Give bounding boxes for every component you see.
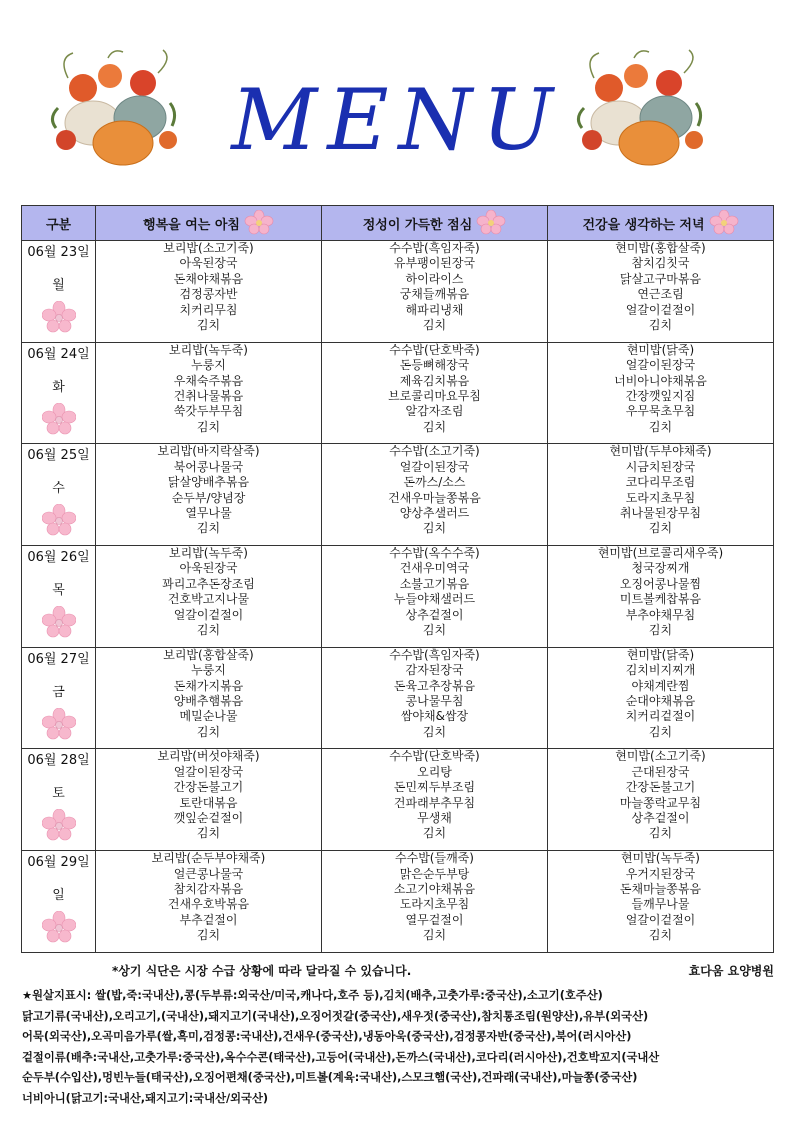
menu-item: 현미밥(두부야채죽) bbox=[609, 444, 712, 459]
menu-item: 간장돈불고기 bbox=[625, 780, 696, 795]
table-row bbox=[22, 444, 774, 546]
menu-item: 해파리냉채 bbox=[405, 302, 464, 317]
menu-item: 깻잎순겉절이 bbox=[173, 811, 244, 826]
menu-item: 보리밥(녹두죽) bbox=[169, 546, 248, 561]
menu-item: 누룽지 bbox=[191, 358, 226, 373]
menu-item: 얼큰콩나물국 bbox=[173, 866, 244, 881]
menu-item: 수수밥(옥수수죽) bbox=[389, 546, 480, 561]
menu-item: 꽈리고추돈장조림 bbox=[162, 576, 255, 591]
menu-item: 현미밥(브로콜리새우죽) bbox=[597, 546, 724, 561]
breakfast-cell bbox=[96, 546, 322, 648]
table-row bbox=[22, 342, 774, 444]
menu-item: 김치 bbox=[648, 318, 673, 333]
table-header-row bbox=[22, 206, 774, 241]
menu-item: 돈까스/소스 bbox=[403, 475, 466, 490]
breakfast-cell bbox=[96, 647, 322, 749]
lunch-cell bbox=[322, 444, 548, 546]
origin-statement bbox=[22, 986, 782, 1109]
menu-item: 김치 bbox=[422, 826, 447, 841]
menu-item: 건새우호박볶음 bbox=[167, 897, 250, 912]
day-date: 06월 29일 bbox=[27, 855, 90, 871]
menu-item: 검정콩자반 bbox=[179, 287, 238, 302]
menu-item: 연근조림 bbox=[637, 287, 684, 302]
flower-icon bbox=[42, 606, 76, 640]
menu-item: 쌈야채&쌈장 bbox=[400, 709, 469, 724]
breakfast-cell bbox=[96, 444, 322, 546]
menu-item: 열무나물 bbox=[185, 506, 232, 520]
dinner-cell bbox=[548, 851, 774, 953]
menu-item: 보리밥(버섯야채죽) bbox=[157, 749, 260, 764]
day-cell bbox=[22, 647, 96, 749]
flower-icon bbox=[42, 504, 76, 538]
menu-item: 치커리겉절이 bbox=[625, 709, 696, 724]
menu-item: 상추겉절이 bbox=[405, 607, 464, 622]
menu-item: 건호박고지나물 bbox=[167, 592, 250, 607]
menu-item: 우무묵초무침 bbox=[625, 404, 696, 419]
origin-line: 어묵(외국산),오곡미음가루(쌀,흑미,검정콩:국내산),건새우(중국산),냉동아욱(중국산),검정콩자반(중국산),북어(러시아산) bbox=[22, 1030, 632, 1043]
menu-item: 수수밥(흑임자죽) bbox=[389, 241, 480, 255]
menu-item: 얼갈이겉절이 bbox=[625, 302, 696, 317]
menu-item: 김치비지찌개 bbox=[625, 663, 696, 678]
menu-item: 마늘쫑락교무침 bbox=[619, 795, 702, 810]
day-cell bbox=[22, 444, 96, 546]
menu-item: 김치 bbox=[648, 521, 673, 536]
menu-item: 소고기야채볶음 bbox=[393, 881, 476, 896]
day-date: 06월 23일 bbox=[27, 245, 90, 260]
table-row bbox=[22, 546, 774, 648]
menu-item: 토란대볶음 bbox=[179, 795, 238, 810]
menu-item: 쑥갓두부무침 bbox=[173, 404, 244, 419]
day-weekday: 일 bbox=[52, 888, 65, 904]
day-weekday: 금 bbox=[52, 684, 65, 700]
menu-item: 현미밥(소고기죽) bbox=[615, 749, 706, 764]
header-breakfast: 행복을 여는 아침 bbox=[96, 206, 322, 241]
lunch-cell bbox=[322, 851, 548, 953]
menu-item: 김치 bbox=[422, 623, 447, 638]
menu-item: 김치 bbox=[196, 419, 221, 434]
menu-item: 수수밥(단호박죽) bbox=[389, 342, 480, 357]
dinner-cell bbox=[548, 647, 774, 749]
menu-item: 김치 bbox=[196, 724, 221, 739]
breakfast-cell bbox=[96, 851, 322, 953]
menu-item: 열무겉절이 bbox=[405, 912, 464, 927]
day-cell bbox=[22, 749, 96, 851]
menu-item: 김치 bbox=[648, 623, 673, 638]
menu-item: 무생채 bbox=[417, 811, 452, 826]
menu-item: 건새우미역국 bbox=[399, 561, 470, 576]
menu-item: 김치 bbox=[422, 521, 447, 536]
menu-item: 돈채야채볶음 bbox=[173, 271, 244, 286]
menu-item: 취나물된장무침 bbox=[619, 506, 702, 520]
table-row bbox=[22, 241, 774, 343]
menu-item: 양상추샐러드 bbox=[399, 506, 470, 520]
flower-icon bbox=[42, 809, 76, 843]
menu-item: 순대야채볶음 bbox=[625, 693, 696, 708]
menu-item: 들깨무나물 bbox=[631, 897, 690, 912]
dinner-cell bbox=[548, 546, 774, 648]
dinner-cell bbox=[548, 241, 774, 343]
menu-item: 치커리무침 bbox=[179, 302, 238, 317]
day-date: 06월 26일 bbox=[27, 550, 90, 566]
menu-item: 김치 bbox=[422, 419, 447, 434]
menu-item: 얼갈이된장국 bbox=[625, 358, 696, 373]
day-cell bbox=[22, 546, 96, 648]
header-day: 구분 bbox=[22, 206, 96, 241]
menu-item: 김치 bbox=[648, 724, 673, 739]
menu-item: 도라지초무침 bbox=[399, 897, 470, 912]
dinner-cell bbox=[548, 342, 774, 444]
lunch-cell bbox=[322, 546, 548, 648]
flower-icon bbox=[709, 210, 739, 236]
menu-item: 수수밥(흑임자죽) bbox=[389, 647, 480, 662]
lunch-cell bbox=[322, 647, 548, 749]
menu-item: 상추겉절이 bbox=[631, 811, 690, 826]
menu-item: 부추겉절이 bbox=[179, 912, 238, 927]
flower-icon bbox=[42, 911, 76, 945]
flower-icon bbox=[42, 301, 76, 335]
menu-item: 김치 bbox=[648, 826, 673, 841]
menu-item: 알감자조림 bbox=[405, 404, 464, 419]
menu-item: 건새우마늘쫑볶음 bbox=[388, 490, 481, 505]
menu-item: 도라지초무침 bbox=[625, 490, 696, 505]
menu-item: 오리탕 bbox=[417, 764, 452, 779]
origin-line: 너비아니(닭고기:국내산,돼지고기:국내산/외국산) bbox=[22, 1091, 269, 1105]
menu-item: 김치 bbox=[196, 318, 221, 333]
menu-item: 현미밥(닭죽) bbox=[626, 342, 695, 357]
origin-line: 겉절이류(배추:국내산,고춧가루:중국산),옥수수콘(태국산),고등어(국내산),돈까스(국내산),코다리(러시아산),건호박꼬지(국내산 bbox=[22, 1050, 660, 1064]
flower-icon bbox=[42, 708, 76, 742]
menu-item: 우거지된장국 bbox=[625, 866, 696, 881]
origin-line: 닭고기류(국내산),오리고기,(국내산),돼지고기(국내산),오징어젓갈(중국산),새우젓(중국산),참치통조림(원양산),유부(외국산) bbox=[22, 1009, 649, 1023]
menu-item: 김치 bbox=[648, 928, 673, 943]
hospital-name: 효다움 요양병원 bbox=[688, 964, 774, 978]
menu-item: 코다리무조림 bbox=[625, 475, 696, 490]
menu-item: 김치 bbox=[196, 928, 221, 943]
weekly-menu-table bbox=[21, 205, 774, 953]
menu-item: 오징어콩나물찜 bbox=[619, 576, 702, 591]
menu-item: 감자된장국 bbox=[405, 663, 464, 678]
menu-item: 수수밥(들깨죽) bbox=[395, 851, 474, 866]
menu-item: 우채숙주볶음 bbox=[173, 373, 244, 388]
menu-item: 청국장찌개 bbox=[631, 561, 690, 576]
menu-item: 유부팽이된장국 bbox=[393, 256, 476, 271]
menu-item: 보리밥(순두부야채죽) bbox=[151, 851, 266, 866]
menu-item: 김치 bbox=[422, 724, 447, 739]
menu-item: 보리밥(홍합살죽) bbox=[163, 647, 254, 662]
menu-item: 김치 bbox=[196, 623, 221, 638]
menu-item: 돈채가지볶음 bbox=[173, 678, 244, 693]
menu-item: 간장깻잎지짐 bbox=[625, 388, 696, 403]
menu-item: 참치감자볶음 bbox=[173, 881, 244, 896]
menu-item: 보리밥(녹두죽) bbox=[169, 342, 248, 357]
menu-item: 수수밥(단호박죽) bbox=[389, 749, 480, 764]
table-row bbox=[22, 749, 774, 851]
menu-item: 수수밥(소고기죽) bbox=[389, 444, 480, 459]
dinner-cell bbox=[548, 444, 774, 546]
menu-item: 김치 bbox=[648, 419, 673, 434]
breakfast-cell bbox=[96, 749, 322, 851]
lunch-cell bbox=[322, 241, 548, 343]
origin-line: 순두부(수입산),멍빈누들(태국산),오징어편채(중국산),미트볼(계육:국내산),스모크햄(국산),건파래(국내산),마늘쫑(중국산) bbox=[22, 1071, 638, 1084]
pumpkin-flower-decoration bbox=[574, 48, 704, 168]
menu-item: 북어콩나물국 bbox=[173, 459, 244, 474]
menu-item: 김치 bbox=[196, 826, 221, 841]
menu-item: 누룽지 bbox=[191, 663, 226, 678]
menu-item: 돈채마늘쫑볶음 bbox=[619, 881, 702, 896]
day-date: 06월 25일 bbox=[27, 448, 90, 464]
day-weekday: 수 bbox=[52, 481, 65, 497]
breakfast-cell bbox=[96, 241, 322, 343]
menu-item: 닭살양배추볶음 bbox=[167, 475, 250, 490]
day-weekday: 토 bbox=[52, 786, 65, 802]
menu-item: 보리밥(소고기죽) bbox=[163, 241, 254, 255]
menu-item: 누들야채샐러드 bbox=[393, 592, 476, 607]
menu-item: 현미밥(홍합살죽) bbox=[615, 241, 706, 255]
menu-item: 양배추햄볶음 bbox=[173, 693, 244, 708]
menu-item: 얼갈이된장국 bbox=[173, 764, 244, 779]
menu-item: 현미밥(닭죽) bbox=[626, 647, 695, 662]
day-date: 06월 27일 bbox=[27, 651, 90, 667]
header-dinner: 건강을 생각하는 저녁 bbox=[548, 206, 774, 241]
menu-change-note: *상기 식단은 시장 수급 상황에 따라 달라질 수 있습니다. bbox=[112, 964, 412, 978]
menu-item: 아욱된장국 bbox=[179, 561, 238, 576]
menu-item: 돈등뼈해장국 bbox=[399, 358, 470, 373]
menu-item: 보리밥(바지락살죽) bbox=[157, 444, 260, 459]
menu-item: 미트볼케찹볶음 bbox=[619, 592, 702, 607]
flower-icon bbox=[244, 210, 274, 236]
table-row bbox=[22, 647, 774, 749]
menu-item: 제육김치볶음 bbox=[399, 373, 470, 388]
page-header bbox=[0, 0, 794, 200]
day-cell bbox=[22, 342, 96, 444]
day-cell bbox=[22, 851, 96, 953]
page-title: MENU bbox=[231, 71, 563, 169]
day-weekday: 화 bbox=[52, 379, 65, 395]
menu-item: 브로콜리마요무침 bbox=[388, 388, 481, 403]
menu-item: 참치김칫국 bbox=[631, 256, 690, 271]
day-weekday: 목 bbox=[52, 583, 65, 599]
day-date: 06월 28일 bbox=[27, 753, 90, 769]
lunch-cell bbox=[322, 342, 548, 444]
menu-item: 김치 bbox=[422, 928, 447, 943]
menu-item: 건취나물볶음 bbox=[173, 388, 244, 403]
menu-item: 소불고기볶음 bbox=[399, 576, 470, 591]
menu-item: 건파래부추무침 bbox=[393, 795, 476, 810]
menu-item: 시금치된장국 bbox=[625, 459, 696, 474]
menu-item: 부추야채무침 bbox=[625, 607, 696, 622]
menu-item: 아욱된장국 bbox=[179, 256, 238, 271]
menu-item: 맑은순두부탕 bbox=[399, 866, 470, 881]
dinner-cell bbox=[548, 749, 774, 851]
menu-item: 간장돈불고기 bbox=[173, 780, 244, 795]
breakfast-cell bbox=[96, 342, 322, 444]
menu-item: 현미밥(녹두죽) bbox=[621, 851, 700, 866]
day-weekday: 월 bbox=[52, 278, 65, 293]
menu-item: 메밀순나물 bbox=[179, 709, 238, 724]
menu-item: 순두부/양념장 bbox=[171, 490, 246, 505]
menu-item: 너비아니야채볶음 bbox=[614, 373, 707, 388]
menu-item: 얼갈이겉절이 bbox=[173, 607, 244, 622]
menu-item: 하이라이스 bbox=[405, 271, 464, 286]
origin-line: ★원살지표시: 쌀(밥,죽:국내산),콩(두부류:외국산/미국,캐나다,호주 등),김치(배추,고춧가루:중국산),소고기(호주산) bbox=[22, 989, 603, 1002]
menu-item: 돈민찌두부조림 bbox=[393, 780, 476, 795]
flower-icon bbox=[42, 403, 76, 437]
menu-item: 얼갈이된장국 bbox=[399, 459, 470, 474]
header-lunch: 정성이 가득한 점심 bbox=[322, 206, 548, 241]
lunch-cell bbox=[322, 749, 548, 851]
menu-item: 콩나물무침 bbox=[405, 693, 464, 708]
menu-item: 궁채들깨볶음 bbox=[399, 287, 470, 302]
menu-item: 김치 bbox=[196, 521, 221, 536]
menu-item: 얼갈이겉절이 bbox=[625, 912, 696, 927]
menu-item: 근대된장국 bbox=[631, 764, 690, 779]
table-row bbox=[22, 851, 774, 953]
menu-item: 김치 bbox=[422, 318, 447, 333]
menu-item: 돈육고추장볶음 bbox=[393, 678, 476, 693]
flower-icon bbox=[476, 210, 506, 236]
menu-item: 야채계란찜 bbox=[631, 678, 690, 693]
day-date: 06월 24일 bbox=[27, 346, 90, 362]
day-cell bbox=[22, 241, 96, 343]
menu-item: 닭살고구마볶음 bbox=[619, 271, 702, 286]
